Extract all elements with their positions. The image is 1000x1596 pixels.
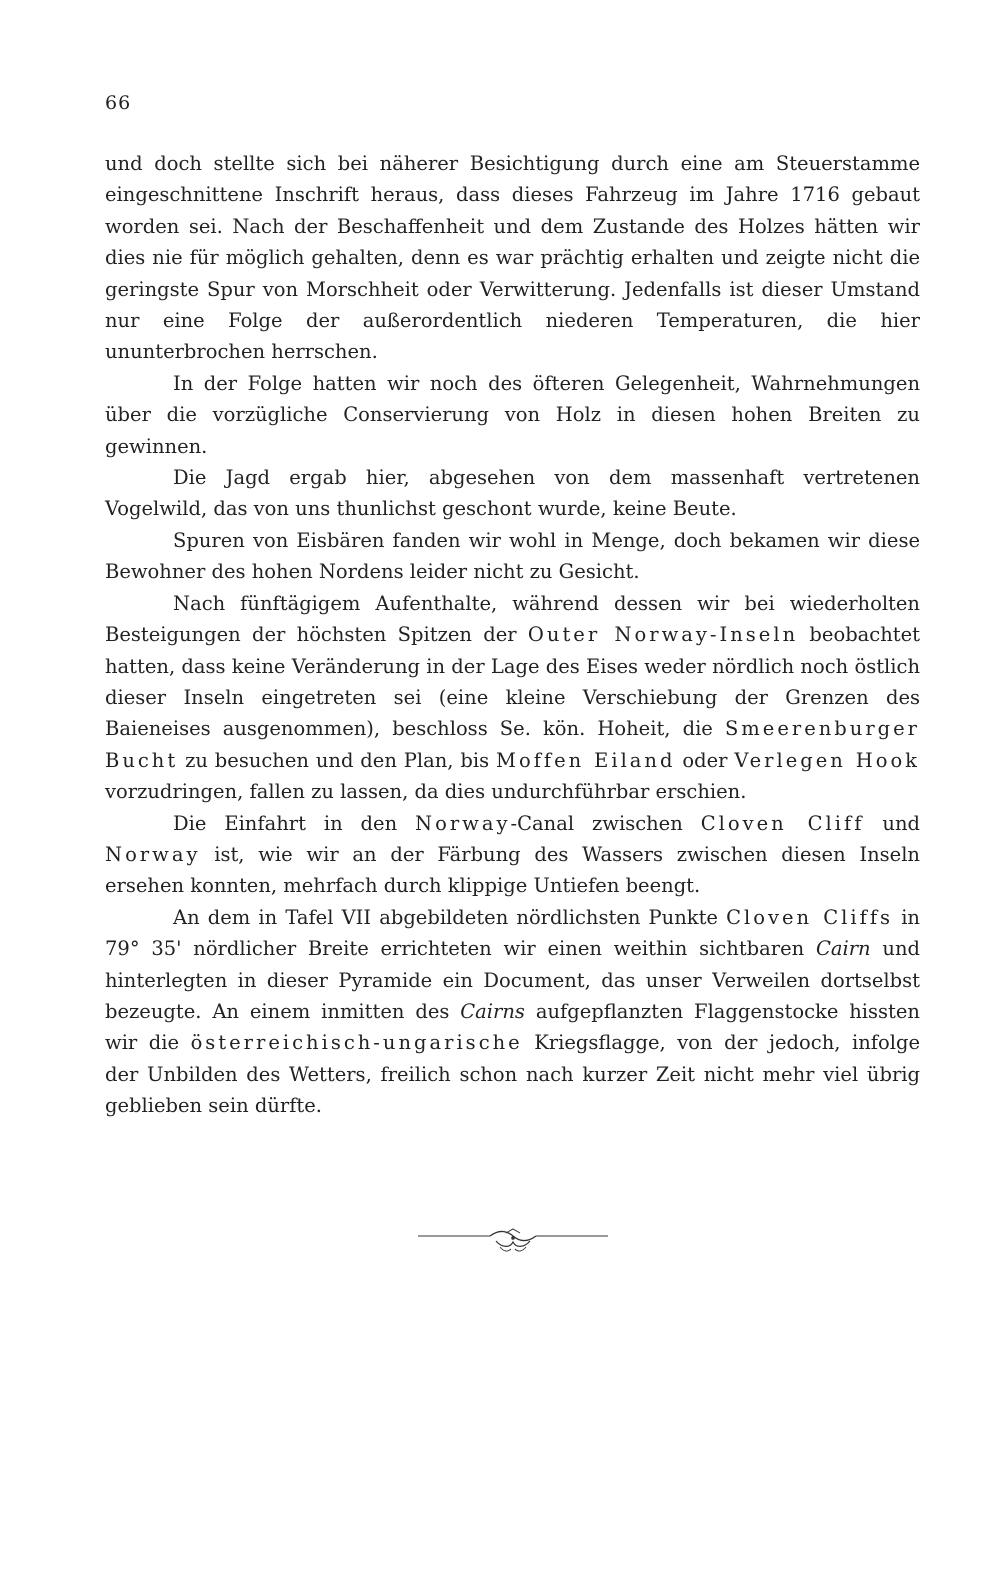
place-cloven-cliff: Cloven Cliff (700, 811, 865, 835)
paragraph-6-text: -Canal zwischen (510, 811, 701, 835)
paragraph-4: Spuren von Eisbären fanden wir wohl in Menge, doch bekamen wir diese Bewohner des hohen Nordens leider nicht zu Gesicht. (105, 528, 920, 584)
paragraph-5-text: beobachtet hatten, dass keine Veränderung in der Lage des Eises weder nördlich noch östlich dieser Inseln eingetreten sei (eine kleine Verschiebung der Grenzen des Baieneises ausgenommen), beschloss Se. kön. Hoheit, die (105, 623, 920, 741)
paragraph-2: In der Folge hatten wir noch des öfteren Gelegenheit, Wahrnehmungen über die vorzügliche Conservierung von Holz in diesen hohen Breiten zu gewinnen. (105, 371, 920, 458)
place-outer-norway-inseln: Outer Norway-Inseln (527, 623, 799, 647)
paragraph-5-text: zu besuchen und den Plan, bis (178, 748, 496, 772)
paragraph-5-text: vorzudringen, fallen zu lassen, da dies undurchführbar erschien. (105, 780, 747, 804)
paragraph-5-text: Nach fünftägigem Aufenthalte, während dessen wir bei wiederholten Besteigungen der höchsten Spitzen der (105, 591, 920, 647)
place-verlegen-hook: Verlegen Hook (734, 748, 920, 772)
paragraph-6-text: Die Einfahrt in den (173, 811, 416, 835)
place-cloven-cliffs: Cloven Cliffs (726, 905, 894, 929)
page-number: 66 (105, 92, 132, 114)
paragraph-7-text: in 79° 35' nördlicher Breite errichteten wir einen weithin sichtbaren (105, 905, 920, 961)
paragraph-6-text: ist, wie wir an der Färbung des Wassers zwischen diesen Inseln ersehen konnten, mehrfach durch klippige Untiefen beengt. (105, 842, 920, 898)
paragraph-7-text: und hinterlegten in dieser Pyramide ein Document, das unser Verweilen dortselbst bezeugte. An einem inmitten des (105, 937, 920, 1023)
paragraph-7-text: aufgepflanzten Flaggenstocke hissten wir die (105, 999, 920, 1055)
paragraph-6 (105, 808, 920, 902)
term-cairns: Cairns (460, 999, 525, 1023)
paragraph-3: Die Jagd ergab hier, abgesehen von dem massenhaft vertretenen Vogelwild, das von uns thunlichst geschont wurde, keine Beute. (105, 466, 920, 521)
paragraph-5-text: oder (675, 748, 735, 772)
paragraph-5 (105, 588, 920, 808)
paragraph-6-text: und (864, 811, 920, 835)
body-text (105, 148, 920, 1122)
place-norway: Norway (105, 842, 201, 866)
paragraph-7 (105, 902, 920, 1122)
paragraph-7-text: An dem in Tafel VII abgebildeten nördlichsten Punkte (173, 905, 727, 929)
place-norway: Norway (415, 811, 511, 835)
place-smeerenburger-bucht: Smeerenburger Bucht (105, 717, 920, 772)
term-cairn: Cairn (815, 937, 871, 961)
ornamental-rule-icon (418, 1226, 608, 1256)
term-oesterreichisch-ungarische: österreichisch-ungarische (190, 1031, 523, 1055)
place-moffen-eiland: Moffen Eiland (495, 748, 676, 772)
paragraph-7-text: Kriegsflagge, von der jedoch, infolge der Unbilden des Wetters, freilich schon nach kurzer Zeit nicht mehr viel übrig geblieben sein dürfte. (105, 1031, 920, 1118)
paragraph-1: und doch stellte sich bei näherer Besichtigung durch eine am Steuerstamme eingeschnittene Inschrift heraus, dass dieses Fahrzeug im Jahre 1716 gebaut worden sei. Nach der Beschaffenheit und dem Zustande des Holzes hätten wir dies nie für möglich gehalten, denn es war prächtig erhalten und zeigte nicht die geringste Spur von Morschheit oder Verwitterung. Jedenfalls ist dieser Umstand nur eine Folge der außerordentlich niederen Temperaturen, die hier ununterbrochen herrschen. (105, 152, 920, 364)
